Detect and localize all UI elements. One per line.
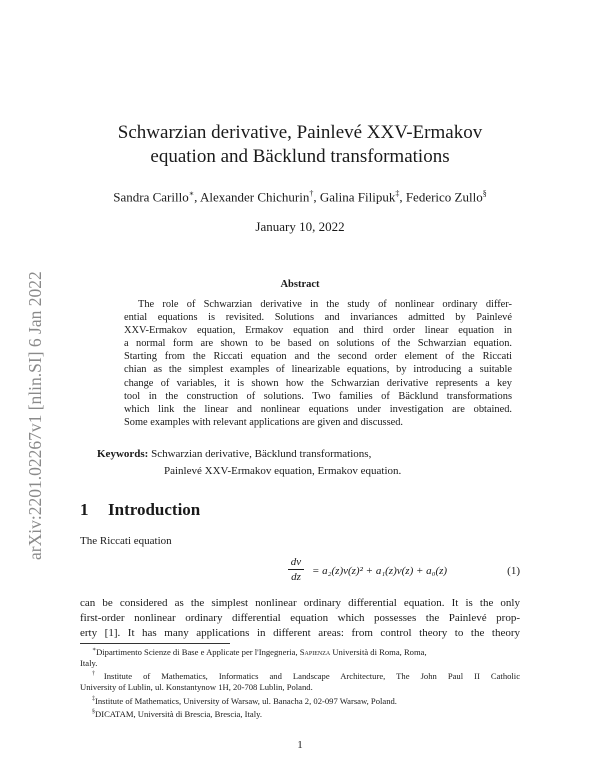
footnote-2 [80,669,520,682]
footnote-mark: ‡ [92,695,95,702]
abstract-line: change of variables, it is shown how the Schwarzian derivative represents a key [124,377,512,389]
abstract-line: Starting from the Riccati equation and the second order element of the Riccati [124,351,512,363]
abstract-line: chian as the simplest examples of linearizable equations, by introducing a suitable [124,364,512,376]
author-mark: ‡ [395,189,400,198]
footnote-2-cont: University of Lublin, ul. Konstantynow 1H, 20-708 Lublin, Poland. [80,682,313,693]
author-name: Federico Zullo [405,189,483,205]
abstract-line: a normal form are shown to be based on solutions of the Schwarzian equation. [124,338,512,350]
abstract-line: ential equations is revisited. Solutions and invariances admitted by Painlevé [124,312,512,324]
fraction-numerator: dv [290,556,302,568]
section-heading [80,500,200,520]
footnote-text: Dipartimento Scienze di Base e Applicate per l'Ingegneria, [96,646,300,657]
abstract-line: Some examples with relevant applications are given and discussed. [124,416,404,428]
derivative-fraction [288,556,304,583]
abstract-line: XXV-Ermakov equation, Ermakov equation and third order linear equation in [124,325,512,337]
author-mark: § [482,189,487,198]
abstract-line: tool in the construction of solutions. Two families of Bäcklund transformations [124,390,512,402]
body-line: can be considered as the simplest nonlinear ordinary differential equation. It is the only [80,597,520,609]
body-paragraph [80,596,520,642]
author-name: Galina Filipuk [319,189,396,205]
paper-date: January 10, 2022 [255,219,345,234]
footnote-4 [80,707,520,720]
section-number: 1 [80,500,89,519]
arxiv-identifier: arXiv:2201.02267v1 [nlin.SI] 6 Jan 2022 [25,271,45,560]
footnote-text: DICATAM, Università di Brescia, Brescia, Italy. [95,708,263,719]
keywords-line-2: Painlevé XXV-Ermakov equation, Ermakov equation. [164,465,402,477]
footnote-text: Institute of Mathematics, University of Warsaw, ul. Banacha 2, 02-097 Warsaw, Poland. [95,695,397,706]
section-title: Introduction [108,500,201,519]
abstract-line: which link the linear and nonlinear equations under investigation are obtained. [124,403,512,415]
body-line: erty [1]. It has many applications in different areas: from control theory to the theory [80,627,520,640]
footnote-rule [80,643,230,644]
title-line-2: equation and Bäcklund transformations [150,146,450,167]
paper-title [60,121,540,169]
footnote-1-cont: Italy. [80,658,98,669]
keywords-line-1: Schwarzian derivative, Bäcklund transformations, [151,448,372,460]
fraction-denominator: dz [291,571,301,583]
equation-number: (1) [507,565,520,577]
abstract-heading: Abstract [280,279,320,290]
page-number: 1 [297,739,303,751]
footnote-3 [80,694,520,707]
abstract-line: The role of Schwarzian derivative in the study of nonlinear ordinary differ- [138,299,512,310]
riccati-equation [80,556,520,590]
abstract-body [124,298,512,429]
equation-rhs: = a₂(z)v(z)² + a₁(z)v(z) + a₀(z) [312,565,448,577]
footnote-smallcaps: Sapienza [299,646,331,657]
author-mark: ∗ [188,189,195,198]
footnote-text: Institute of Mathematics, Informatics and Landscape Architecture, The John Paul II Catholic [103,671,521,682]
keywords [97,448,371,460]
footnote-mark: † [92,671,104,678]
footnote-1 [80,645,520,658]
footnote-text: Università di Roma, Roma, [330,646,427,657]
footnote-mark: § [92,708,95,715]
title-line-1: Schwarzian derivative, Painlevé XXV-Ermakov [117,122,483,143]
author-list: Sandra Carillo∗, Alexander Chichurin†, Galina Filipuk‡, Federico Zullo§ [113,189,487,205]
author-name: Sandra Carillo [113,189,189,205]
body-line: first-order nonlinear ordinary differential equation which possesses the Painlevé prop- [80,612,520,625]
intro-text: The Riccati equation [80,535,172,547]
fraction-bar [288,569,304,570]
author-name: Alexander Chichurin [199,189,310,205]
author-mark: † [309,189,314,198]
footnote-mark: ∗ [92,647,97,653]
arxiv-stamp [10,200,45,560]
keywords-label: Keywords: [97,448,149,460]
footnotes [80,645,520,720]
